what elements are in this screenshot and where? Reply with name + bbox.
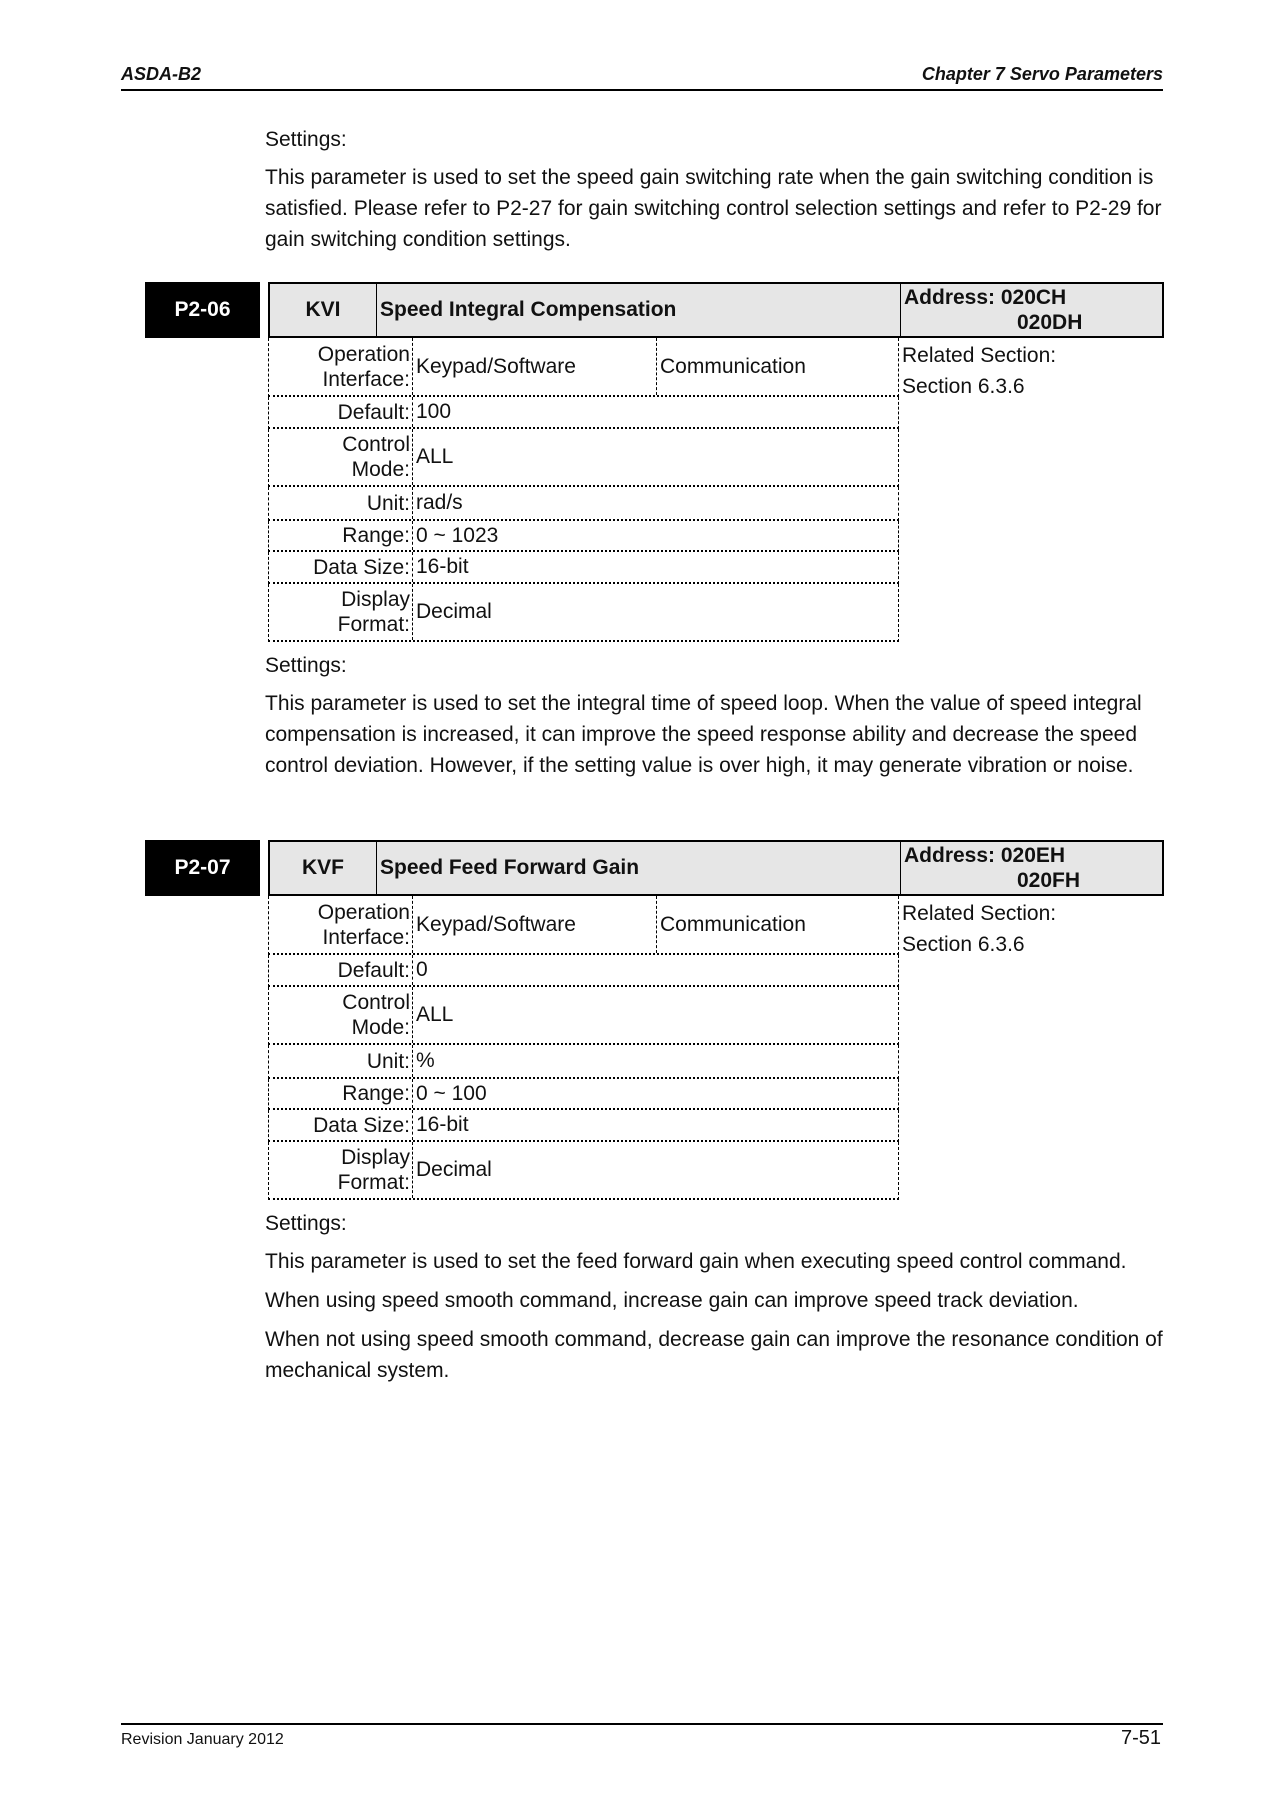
row-data-size: [268, 552, 899, 584]
value: 16-bit: [416, 555, 469, 578]
label: Unit:: [269, 487, 413, 519]
param-title: Speed Feed Forward Gain: [377, 842, 901, 894]
header-model: [121, 64, 201, 85]
param-code: P2-06: [145, 282, 260, 338]
param-header: [268, 282, 1164, 338]
param-address: [901, 284, 1162, 336]
label: Default:: [269, 955, 413, 985]
value: 16-bit: [416, 1113, 469, 1136]
address-1: Address: 020EH: [904, 844, 1066, 867]
row-data-size: [268, 1110, 899, 1142]
label: Display Format:: [269, 584, 413, 640]
value: 0 ~ 1023: [416, 523, 499, 547]
label: Unit:: [269, 1045, 413, 1077]
label: Data Size:: [269, 1110, 413, 1140]
address-1: Address: 020CH: [904, 286, 1067, 309]
value: Decimal: [416, 600, 492, 623]
param-table: [268, 338, 899, 642]
value: 100: [416, 400, 452, 423]
param-table: [268, 896, 899, 1200]
label: Control Mode:: [269, 429, 413, 485]
param-abbr: KVF: [270, 842, 377, 894]
address-2: 020DH: [1017, 311, 1083, 334]
param-code: P2-07: [145, 840, 260, 896]
footer-revision: Revision January 2012: [121, 1731, 284, 1748]
value: 0 ~ 100: [416, 1081, 487, 1105]
settings-text: This parameter is used to set the integral time of speed loop. When the value of speed integral compensation is increased, it can improve the speed response ability and decrease the speed control deviation. However, if the setting value is over high, it may generate vibration or noise.: [265, 692, 1142, 777]
value: ALL: [416, 1003, 454, 1026]
value: ALL: [416, 445, 454, 468]
address-2: 020FH: [1017, 869, 1081, 892]
label: Range:: [269, 1079, 413, 1108]
settings-label: Settings:: [265, 128, 347, 151]
header-chapter: Chapter 7 Servo Parameters: [921, 64, 1163, 84]
label: Control Mode:: [269, 987, 413, 1043]
page-number: 7-51: [1120, 1727, 1161, 1749]
row-range: [268, 521, 899, 552]
interface-keypad: Keypad/Software: [413, 896, 657, 953]
param-p2-06: [0, 282, 1273, 662]
header-model-name: B2: [178, 64, 202, 84]
row-unit: [268, 487, 899, 521]
interface-comm: Communication: [660, 354, 806, 378]
param-abbr: KVI: [270, 284, 377, 336]
row-display-format: [268, 584, 899, 642]
row-control-mode: [268, 987, 899, 1045]
label: Range:: [269, 521, 413, 550]
row-default: [268, 397, 899, 429]
settings-label: Settings:: [265, 654, 347, 677]
param-address: [901, 842, 1162, 894]
row-interface: [268, 338, 899, 397]
row-control-mode: [268, 429, 899, 487]
value: Decimal: [416, 1158, 492, 1181]
value: %: [416, 1049, 435, 1072]
related-section: Related Section: Section 6.3.6: [902, 902, 1057, 956]
interface-comm: Communication: [660, 912, 806, 936]
settings-text: This parameter is used to set the feed forward gain when executing speed control command. When using speed smooth command, increase gain can improve speed track deviation. When not using speed smooth command, decrease gain can improve the resonance condition of mechanical system.: [265, 1250, 1163, 1382]
footer-rule: [121, 1723, 1163, 1725]
row-interface: [268, 896, 899, 955]
label: Data Size:: [269, 552, 413, 582]
settings-text: This parameter is used to set the speed gain switching rate when the gain switching condition is satisfied. Please refer to P2-27 for gain switching control selection settings and refer to P2-29 for gain switching condition settings.: [265, 166, 1162, 251]
label: Default:: [269, 397, 413, 427]
value: 0: [416, 958, 428, 981]
label: Operation Interface:: [269, 896, 413, 953]
value: rad/s: [416, 491, 463, 514]
param-p2-07: [0, 840, 1273, 1220]
settings-label: Settings:: [265, 1212, 347, 1235]
row-display-format: [268, 1142, 899, 1200]
label: Display Format:: [269, 1142, 413, 1198]
header-rule: [121, 89, 1163, 91]
interface-keypad: Keypad/Software: [413, 338, 657, 395]
row-default: [268, 955, 899, 987]
param-header: [268, 840, 1164, 896]
header-brand: ASDA-: [121, 64, 178, 84]
row-range: [268, 1079, 899, 1110]
label: Operation Interface:: [269, 338, 413, 395]
row-unit: [268, 1045, 899, 1079]
param-title: Speed Integral Compensation: [377, 284, 901, 336]
related-section: Related Section: Section 6.3.6: [902, 344, 1057, 398]
